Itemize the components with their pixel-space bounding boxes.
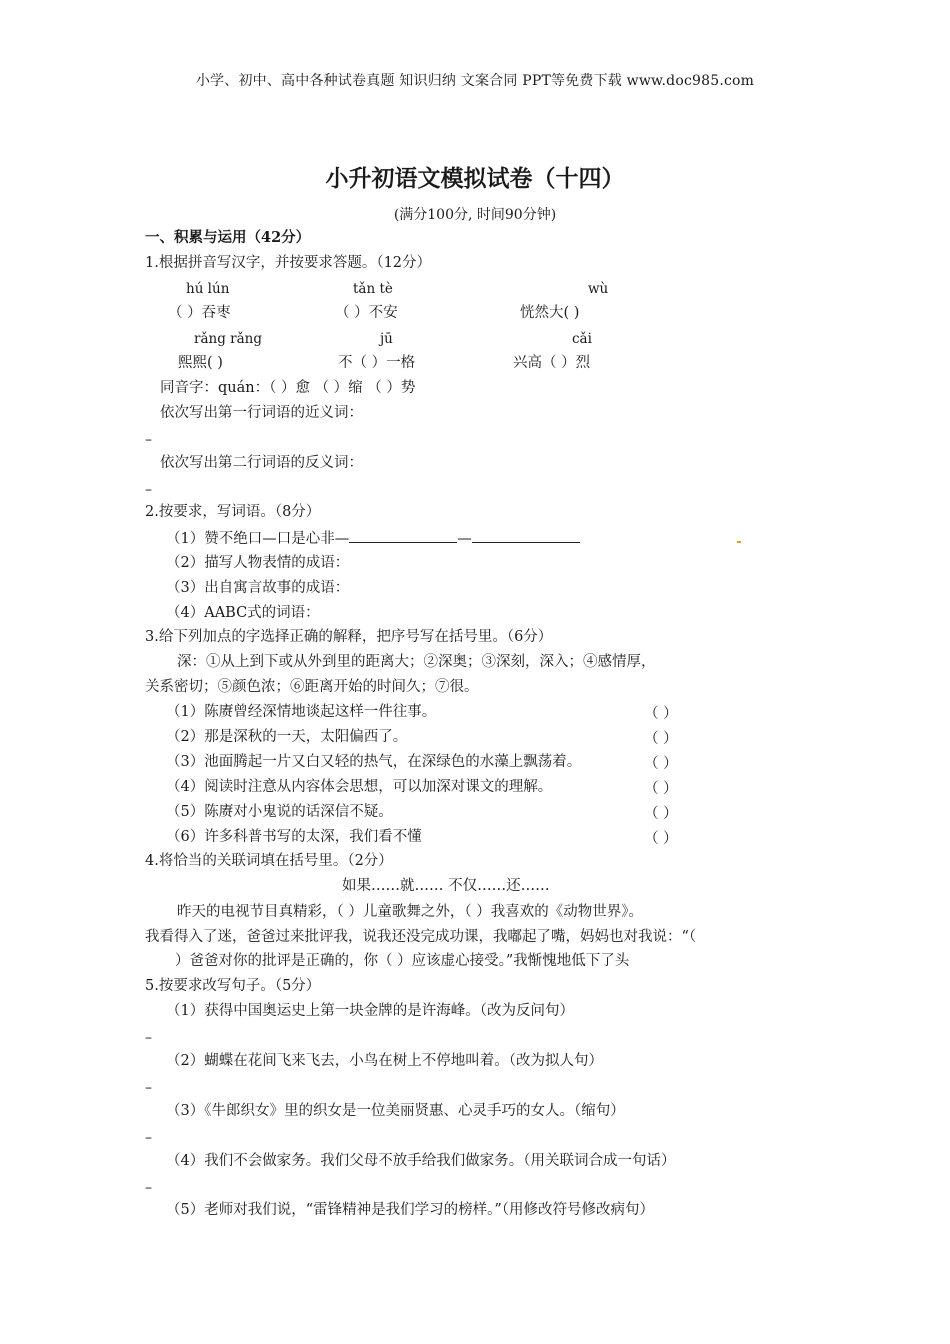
passage-line[interactable]: 昨天的电视节目真精彩，（ ）儿童歌舞之外，（ ）我喜欢的《动物世界》。 bbox=[177, 904, 643, 920]
answer-paren[interactable]: （ ） bbox=[644, 706, 678, 722]
list-item: （3）出自寓言故事的成语： bbox=[166, 580, 350, 596]
fill-blank-word[interactable]: 熙熙( ) bbox=[178, 355, 223, 371]
list-item: （1）获得中国奥运史上第一块金牌的是许海峰。（改为反问句） bbox=[166, 1003, 574, 1019]
answer-line[interactable]: – bbox=[145, 1080, 152, 1096]
definition-line: 关系密切；⑤颜色浓；⑥距离开始的时间久；⑦很。 bbox=[145, 679, 479, 695]
answer-line[interactable]: – bbox=[145, 432, 152, 448]
page-title: 小升初语文模拟试卷（十四） bbox=[325, 165, 625, 192]
synonym-prompt: 依次写出第一行词语的近义词： bbox=[160, 405, 363, 421]
list-item: （5）老师对我们说，“雷锋精神是我们学习的榜样。”（用修改符号修改病句） bbox=[166, 1202, 655, 1218]
definition-line: 深：①从上到下或从外到里的距离大；②深奥；③深刻，深入；④感情厚， bbox=[177, 654, 656, 670]
fill-blank-word[interactable]: 不（ ）一格 bbox=[338, 355, 416, 371]
section-heading: 一、积累与运用（42分） bbox=[145, 229, 311, 246]
separator: — bbox=[457, 531, 472, 547]
answer-paren[interactable]: （ ） bbox=[644, 806, 678, 822]
conjunction-options: 如果……就…… 不仅……还…… bbox=[342, 878, 550, 894]
fill-blank-word[interactable]: 恍然大( ) bbox=[520, 305, 580, 321]
pinyin: rǎng rǎng bbox=[194, 331, 262, 347]
fill-blank-word[interactable]: 兴高（ ）烈 bbox=[513, 355, 591, 371]
answer-line[interactable]: – bbox=[145, 482, 152, 498]
answer-paren[interactable]: （ ） bbox=[644, 756, 678, 772]
list-item: （1）陈赓曾经深情地谈起这样一件往事。 bbox=[166, 704, 437, 720]
blank-underline[interactable] bbox=[472, 528, 580, 543]
answer-paren[interactable]: （ ） bbox=[644, 731, 678, 747]
list-item: （4）阅读时注意从内容体会思想，可以加深对课文的理解。 bbox=[166, 779, 553, 795]
exam-info: (满分100分, 时间90分钟) bbox=[393, 207, 557, 223]
list-item: （6）许多科普书写的太深，我们看不懂 bbox=[166, 829, 422, 845]
list-item: （3）池面腾起一片又白又轻的热气，在深绿色的水藻上飘荡着。 bbox=[166, 754, 582, 770]
fill-blank-word[interactable]: （ ）吞枣 bbox=[168, 305, 231, 321]
question-5-stem: 5.按要求改写句子。（5分） bbox=[145, 978, 321, 994]
pinyin: jū bbox=[380, 331, 393, 347]
pinyin: wù bbox=[588, 281, 609, 297]
stray-mark bbox=[737, 541, 741, 543]
item-text: （1）赞不绝口—口是心非— bbox=[166, 531, 350, 547]
list-item: （4）我们不会做家务。我们父母不放手给我们做家务。（用关联词合成一句话） bbox=[166, 1153, 676, 1169]
pinyin: tǎn tè bbox=[353, 281, 393, 297]
antonym-prompt: 依次写出第二行词语的反义词： bbox=[160, 455, 363, 471]
pinyin: cǎi bbox=[572, 331, 592, 347]
list-item: （2）描写人物表情的成语： bbox=[166, 555, 350, 571]
passage-line[interactable]: ）爸爸对你的批评是正确的，你（ ）应该虚心接受。”我惭愧地低下了头 bbox=[175, 953, 630, 969]
answer-line[interactable]: – bbox=[145, 1030, 152, 1046]
blank-underline[interactable] bbox=[349, 528, 457, 543]
list-item: （2）那是深秋的一天，太阳偏西了。 bbox=[166, 729, 408, 745]
fill-blank-word[interactable]: （ ）不安 bbox=[335, 305, 398, 321]
passage-line[interactable]: 我看得入了迷，爸爸过来批评我，说我还没完成功课，我嘟起了嘴，妈妈也对我说：“（ bbox=[145, 929, 697, 945]
list-item: （5）陈赓对小鬼说的话深信不疑。 bbox=[166, 804, 393, 820]
question-2-stem: 2.按要求，写词语。（8分） bbox=[145, 504, 321, 520]
pinyin: hú lún bbox=[186, 281, 230, 297]
page-header: 小学、初中、高中各种试卷真题 知识归纳 文案合同 PPT等免费下载 www.doc985.com bbox=[195, 73, 755, 89]
question-3-stem: 3.给下列加点的字选择正确的解释，把序号写在括号里。（6分） bbox=[145, 629, 553, 645]
answer-paren[interactable]: （ ） bbox=[644, 831, 678, 847]
word-chain-item bbox=[166, 528, 580, 549]
list-item: （3）《牛郎织女》里的织女是一位美丽贤惠、心灵手巧的女人。（缩句） bbox=[166, 1103, 625, 1119]
list-item: （4）AABC式的词语： bbox=[166, 605, 320, 621]
question-4-stem: 4.将恰当的关联词填在括号里。（2分） bbox=[145, 853, 393, 869]
answer-paren[interactable]: （ ） bbox=[644, 781, 678, 797]
list-item: （2）蝴蝶在花间飞来飞去，小鸟在树上不停地叫着。（改为拟人句） bbox=[166, 1053, 603, 1069]
homophone-line[interactable]: 同音字：quán：（ ）愈 （ ）缩 （ ）势 bbox=[160, 380, 416, 396]
answer-line[interactable]: – bbox=[145, 1180, 152, 1196]
question-1-stem: 1.根据拼音写汉字，并按要求答题。（12分） bbox=[145, 255, 432, 271]
answer-line[interactable]: – bbox=[145, 1130, 152, 1146]
